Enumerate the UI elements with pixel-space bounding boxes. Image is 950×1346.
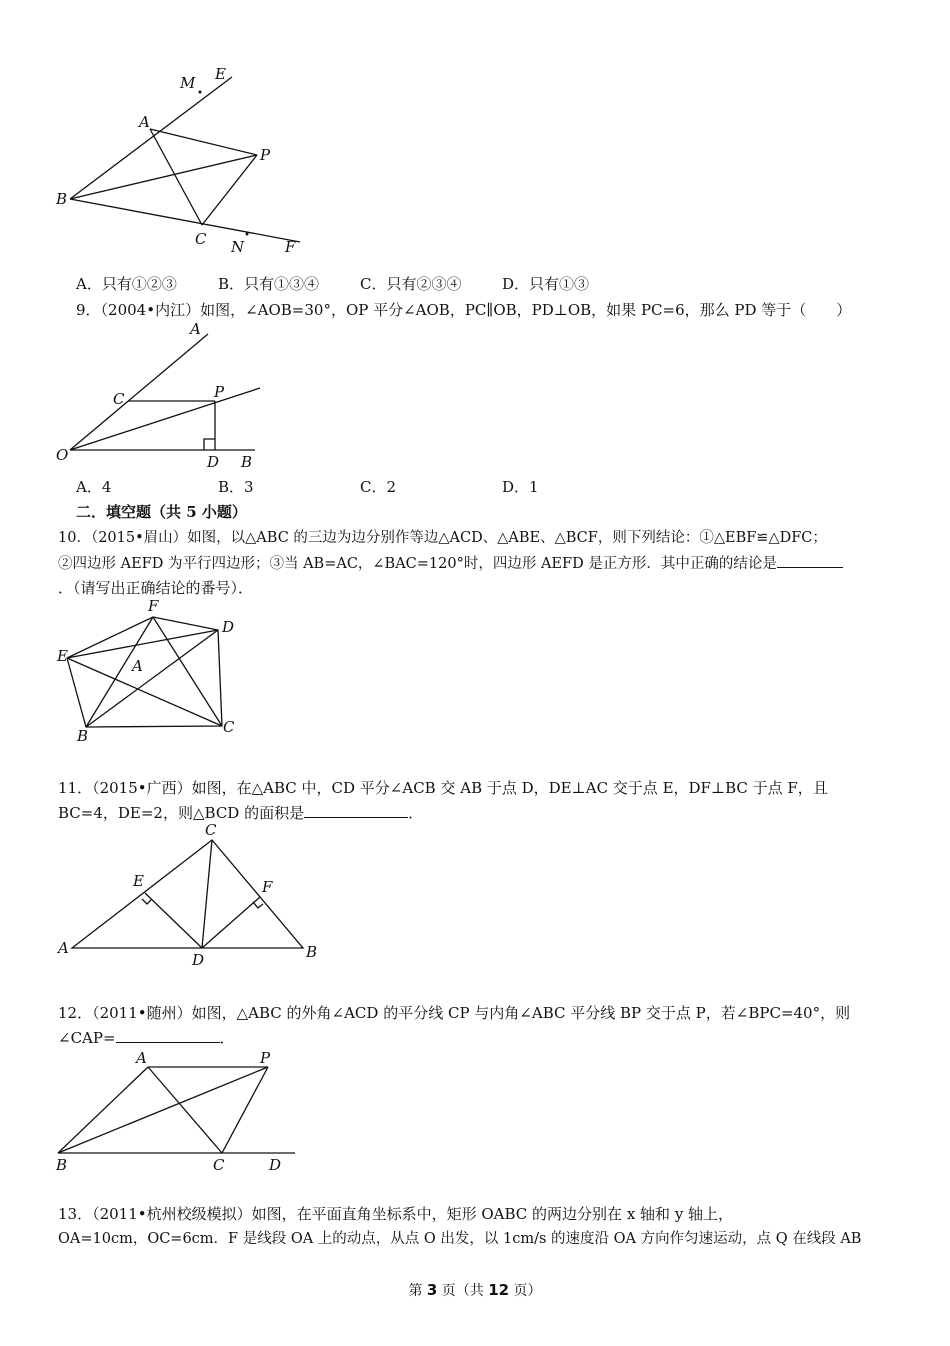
- q11-label-b: B: [306, 943, 318, 961]
- q8-option-c: C．只有②③④: [360, 275, 462, 293]
- q12-label-d: D: [269, 1156, 282, 1174]
- q9-option-a: A．4: [76, 478, 112, 496]
- q10-label-c: C: [223, 718, 235, 736]
- footer-mid: 页（共: [437, 1283, 489, 1299]
- q9-label-d: D: [207, 453, 220, 471]
- q8-label-a: A: [139, 113, 150, 131]
- q8-label-b: B: [56, 190, 68, 208]
- q8-label-f: F: [285, 238, 296, 256]
- q11-label-c: C: [205, 821, 217, 839]
- q9-label-a: A: [190, 320, 201, 338]
- q10-answer-blank[interactable]: [777, 553, 843, 568]
- q12-line-2-text: ∠CAP=: [58, 1029, 116, 1047]
- q9-option-c: C．2: [360, 478, 397, 496]
- q8-point-n: [246, 233, 249, 236]
- q10-line-2-text: ②四边形 AEFD 为平行四边形；③当 AB=AC，∠BAC=120°时，四边形 AEFD 是正方形．其中正确的结论是: [58, 556, 777, 572]
- q10-label-f: F: [148, 597, 159, 615]
- q9-label-p: P: [214, 383, 225, 401]
- q12-segment-ac: [148, 1067, 222, 1153]
- q11-segment-df: [202, 897, 260, 948]
- q8-option-d: D．只有①③: [502, 275, 590, 293]
- q11-answer-blank[interactable]: [304, 803, 408, 818]
- q10-label-b: B: [77, 727, 89, 745]
- q8-option-b: B．只有①③④: [218, 275, 320, 293]
- section-heading: 二．填空题（共 5 小题）: [76, 503, 247, 521]
- footer-prefix: 第: [408, 1283, 427, 1299]
- q12-segment-bp: [58, 1067, 268, 1153]
- q8-point-m: [199, 91, 202, 94]
- q10-line-2: [58, 553, 843, 574]
- q9-question-text: 9．（2004•内江）如图，∠AOB=30°，OP 平分∠AOB，PC∥OB，PD⊥OB，如果 PC=6，那么 PD 等于（ ）: [76, 301, 852, 319]
- q10-segment-ec: [67, 658, 222, 726]
- q11-line-2-end: ．: [408, 804, 424, 822]
- q12-segment-cp: [222, 1067, 268, 1153]
- q8-segment-bp: [70, 155, 257, 199]
- q9-label-b: B: [241, 453, 253, 471]
- q8-ray-bm: [70, 77, 232, 199]
- q12-answer-blank[interactable]: [116, 1028, 220, 1043]
- q11-figure: [50, 820, 330, 970]
- q10-label-a: A: [132, 657, 143, 675]
- q10-label-e: E: [57, 647, 68, 665]
- q11-right-angle-e: [142, 899, 151, 904]
- q9-label-c: C: [113, 390, 125, 408]
- q11-segment-cd: [202, 840, 212, 948]
- q9-right-angle-mark: [204, 439, 215, 450]
- q12-line-2-end: ．: [219, 1029, 235, 1047]
- q10-figure: [50, 596, 250, 746]
- page-footer: [0, 1280, 950, 1300]
- q12-label-p: P: [260, 1049, 271, 1067]
- q11-label-f: F: [262, 878, 273, 896]
- footer-total-pages: 12: [488, 1281, 510, 1299]
- q11-segment-de: [145, 893, 202, 948]
- q11-label-d: D: [192, 951, 205, 969]
- q11-line-1: 11．（2015•广西）如图，在△ABC 中，CD 平分∠ACB 交 AB 于点 D，DE⊥AC 交于点 E，DF⊥BC 于点 F，且: [58, 779, 828, 797]
- q11-line-2-text: BC=4，DE=2，则△BCD 的面积是: [58, 804, 305, 822]
- q11-right-angle-f: [253, 902, 263, 908]
- footer-page-number: 3: [426, 1281, 438, 1299]
- q9-option-d: D．1: [502, 478, 539, 496]
- q9-label-o: O: [56, 446, 69, 464]
- q11-label-e: E: [133, 872, 144, 890]
- q11-label-a: A: [58, 939, 69, 957]
- q12-label-c: C: [213, 1156, 225, 1174]
- q9-figure: [50, 320, 270, 470]
- q10-line-1: 10．（2015•眉山）如图，以△ABC 的三边为边分别作等边△ACD、△ABE、△BCF，则下列结论：①△EBF≌△DFC；: [58, 530, 827, 546]
- q10-segment-bd: [86, 630, 218, 727]
- q9-ray-oa: [70, 334, 208, 450]
- q13-line-1: 13．（2011•杭州校级模拟）如图，在平面直角坐标系中，矩形 OABC 的两边分别在 x 轴和 y 轴上，: [58, 1205, 734, 1223]
- q8-label-m: M: [180, 74, 196, 92]
- q12-label-b: B: [56, 1156, 68, 1174]
- q8-ray-bn: [70, 199, 300, 242]
- q8-label-e: E: [215, 65, 226, 83]
- q9-option-b: B．3: [218, 478, 254, 496]
- q10-label-d: D: [222, 618, 235, 636]
- q13-line-2: OA=10cm，OC=6cm．F 是线段 OA 上的动点，从点 O 出发，以 1cm/s 的速度沿 OA 方向作匀速运动，点 Q 在线段 AB: [58, 1231, 862, 1247]
- q12-label-a: A: [136, 1049, 147, 1067]
- q8-label-n: N: [231, 238, 245, 256]
- q8-segment-ap: [150, 129, 257, 155]
- q8-segment-ac: [150, 129, 202, 225]
- q10-line-3: ．（请写出正确结论的番号）．: [58, 579, 254, 597]
- q12-line-1: 12．（2011•随州）如图，△ABC 的外角∠ACD 的平分线 CP 与内角∠ABC 平分线 BP 交于点 P，若∠BPC=40°，则: [58, 1004, 851, 1022]
- q12-segment-ba: [58, 1067, 148, 1153]
- q9-ray-op: [70, 388, 260, 450]
- q8-label-p: P: [260, 146, 271, 164]
- q8-option-a: A．只有①②③: [76, 275, 177, 293]
- q10-segment-fc: [153, 617, 222, 726]
- q12-figure: [50, 1045, 320, 1180]
- q8-figure: [50, 62, 320, 262]
- q8-label-c: C: [195, 230, 207, 248]
- footer-suffix: 页）: [509, 1283, 542, 1299]
